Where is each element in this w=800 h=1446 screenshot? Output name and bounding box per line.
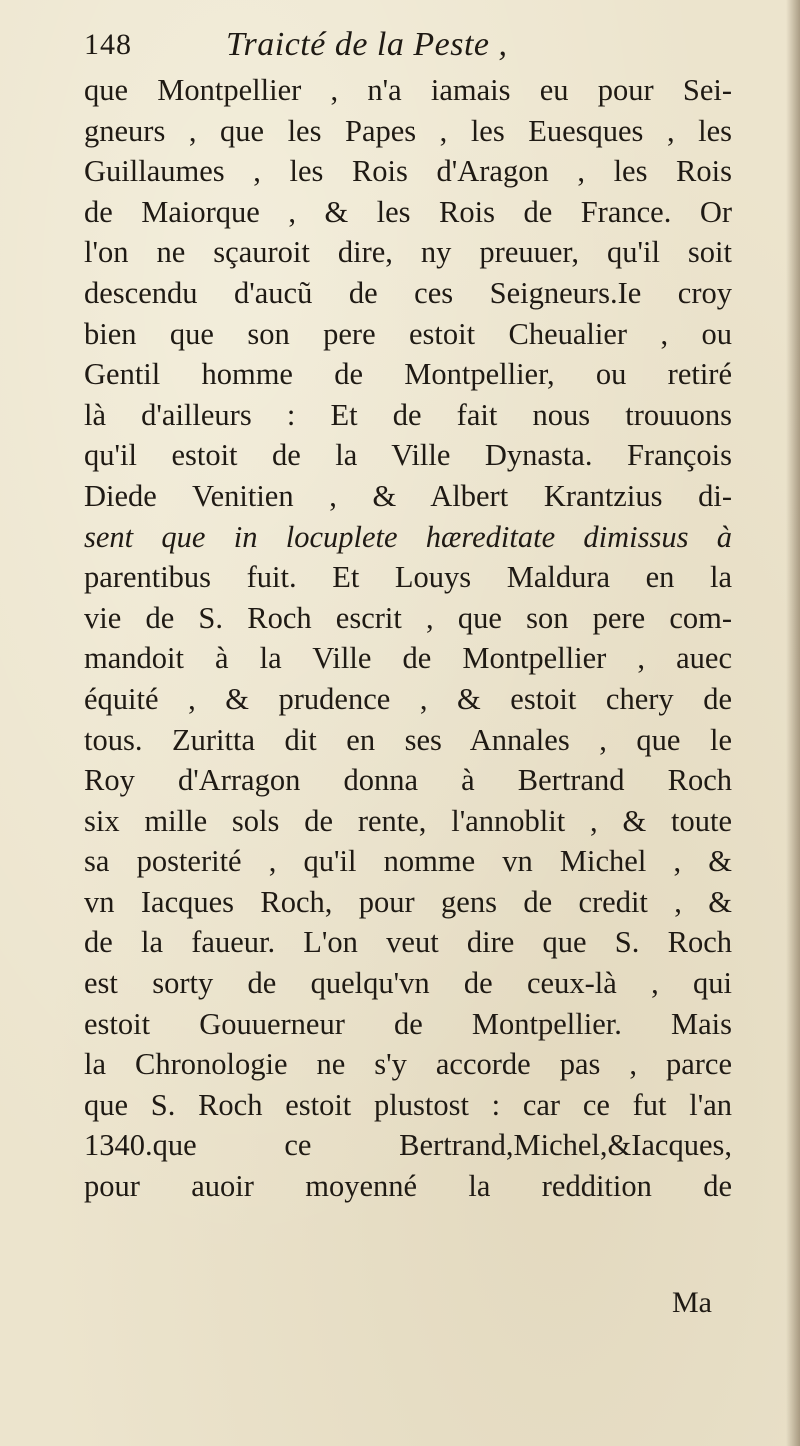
text-line: Guillaumes , les Rois d'Aragon , les Rois [84,154,732,189]
text-line: Roy d'Arragon donna à Bertrand Roch [84,763,732,798]
text-line: de la faueur. L'on veut dire que S. Roch [84,925,732,960]
text-line: parentibus fuit. Et Louys Maldura en la [84,560,732,595]
running-title: Traicté de la Peste , [226,26,508,63]
page-header [84,18,744,70]
text-line: six mille sols de rente, l'annoblit , & toute [84,803,732,838]
text-line: pour auoir moyenné la reddition de [84,1169,732,1204]
body-text [84,70,732,1207]
text-line: bien que son pere estoit Cheualier , ou [84,316,732,351]
text-line: équité , & prudence , & estoit chery de [84,681,732,716]
text-line: Diede Venitien , & Albert Krantzius di- [84,478,732,513]
text-line: mandoit à la Ville de Montpellier , auec [84,641,732,676]
text-line: l'on ne sçauroit dire, ny preuuer, qu'il soit [84,235,732,270]
text-line: est sorty de quelqu'vn de ceux-là , qui [84,966,732,1001]
text-line: Gentil homme de Montpellier, ou retiré [84,357,732,392]
page-gutter-shadow [786,0,800,1446]
catchword: Ma [672,1286,712,1319]
text-line: que Montpellier , n'a iamais eu pour Sei- [84,73,732,107]
text-line: vie de S. Roch escrit , que son pere com- [84,600,732,635]
text-line: estoit Gouuerneur de Montpellier. Mais [84,1006,732,1041]
text-line: sa posterité , qu'il nomme vn Michel , & [84,844,732,879]
text-line: vn Iacques Roch, pour gens de credit , & [84,884,732,919]
text-line: la Chronologie ne s'y accorde pas , parce [84,1047,732,1082]
text-line: tous. Zuritta dit en ses Annales , que le [84,722,732,757]
text-line: descendu d'aucũ de ces Seigneurs.Ie croy [84,275,732,310]
text-line: là d'ailleurs : Et de fait nous trouuons [84,397,732,432]
text-line: sent que in locuplete hæreditate dimissus à [84,519,732,554]
text-line: 1340.que ce Bertrand,Michel,&Iacques, [84,1128,732,1163]
text-line: que S. Roch estoit plustost : car ce fut l'an [84,1087,732,1122]
text-line: qu'il estoit de la Ville Dynasta. François [84,438,732,473]
text-line: gneurs , que les Papes , les Euesques , les [84,113,732,148]
page-number: 148 [84,28,132,61]
text-line: de Maiorque , & les Rois de France. Or [84,194,732,229]
